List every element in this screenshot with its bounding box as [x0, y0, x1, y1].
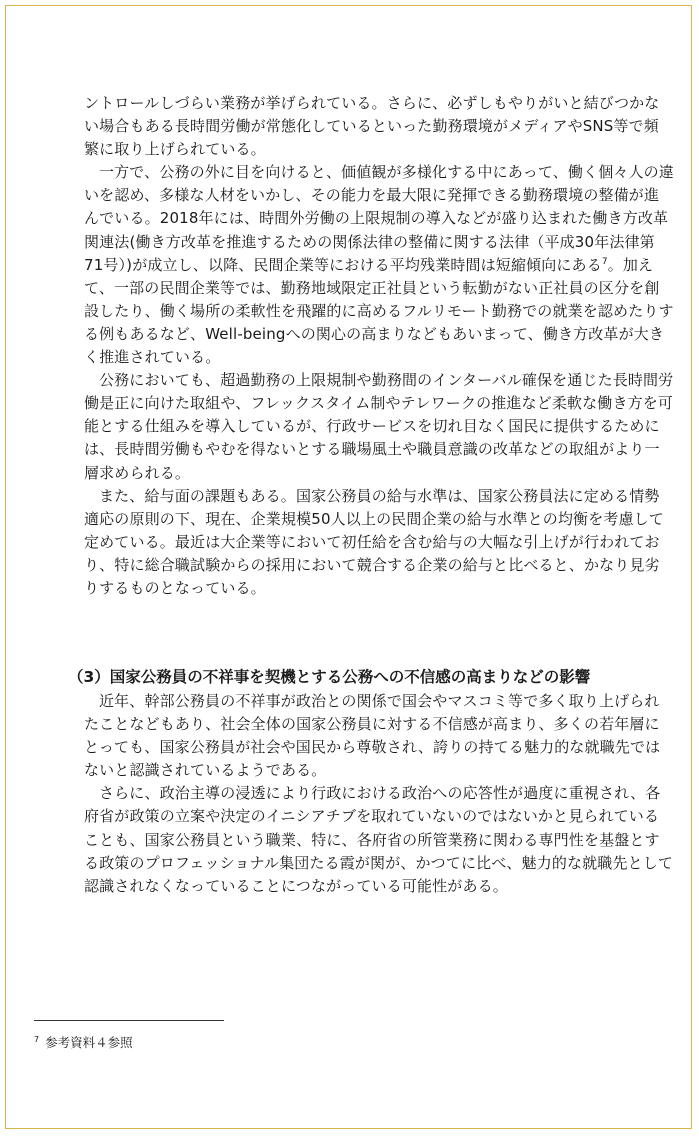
- footnote-text: 参考資料４参照: [45, 1035, 133, 1051]
- paragraph-text-cont: 。加えて、一部の民間企業等では、勤務地域限定正社員という転勤がない正社員の区分を創設したり、働く場所の柔軟性を飛躍的に高めるフルリモート勤務での就業を認めたりする例もあるなど、Well-beingへの関心の高まりなどもあいまって、働き方改革が大きく推進されている。: [84, 255, 674, 367]
- body-text-section-2: [84, 92, 674, 600]
- body-text-section-3: [84, 690, 674, 898]
- paragraph-scandals: 近年、幹部公務員の不祥事が政治との関係で国会やマスコミ等で多く取り上げられたことなどもあり、社会全体の国家公務員に対する不信感が高まり、多くの若年層にとっても、国家公務員が社会や国民から尊敬され、誇りの持てる魅力的な就職先ではないと認識されているようである。: [84, 692, 661, 780]
- paragraph-political-leadership: さらに、政治主導の浸透により行政における政治への応答性が過度に重視され、各府省が政策の立案や決定のイニシアチブを取れていないのではないかと見られていることも、国家公務員という職業、特に、各府省の所管業務に関わる専門性を基盤とする政策のプロフェッショナル集団たる霞が関が、かつてに比べ、魅力的な就職先として認識されなくなっていることにつながっている可能性がある。: [84, 784, 674, 895]
- section-heading-3: （3）国家公務員の不祥事を契機とする公務への不信感の高まりなどの影響: [68, 668, 591, 686]
- footnote-mark: 7: [34, 1035, 40, 1044]
- paragraph-continued: ントロールしづらい業務が挙げられている。さらに、必ずしもやりがいと結びつかない場合もある長時間労働が常態化しているといった勤務環境がメディアやSNS等で頻繁に取り上げられている。: [84, 94, 660, 159]
- paragraph-salary-issues: また、給与面の課題もある。国家公務員の給与水準は、国家公務員法に定める情勢適応の原則の下、現在、企業規模50人以上の民間企業の給与水準との均衡を考慮して定めている。最近は大企業等において初任給を含む給与の大幅な引上げが行われており、特に総合職試験からの採用において競合する企業の給与と比べると、かなり見劣りするものとなっている。: [84, 486, 664, 597]
- paragraph-text: 一方で、公務の外に目を向けると、価値観が多様化する中にあって、働く個々人の違いを認め、多様な人材をいかし、その能力を最大限に発揮できる勤務環境の整備が進んでいる。2018年には、時間外労働の上限規制の導入などが盛り込まれた働き方改革関連法(働き方改革を推進するための関係法律の整備に関する法律（平成30年法律第71号）)が成立し、以降、民間企業等における平均残業時間は短縮傾向にある: [84, 163, 674, 274]
- paragraph-work-style-reform: [84, 161, 674, 369]
- footnote-reference[interactable]: 7: [601, 256, 608, 267]
- footnote-divider: [34, 1020, 224, 1021]
- paragraph-public-service-efforts: 公務においても、超過勤務の上限規制や勤務間のインターバル確保を通じた長時間労働是正に向けた取組や、フレックスタイム制やテレワークの推進など柔軟な働き方を可能とする仕組みを導入しているが、行政サービスを切れ目なく国民に提供するためには、長時間労働もやむを得ないとする職場風土や職員意識の改革などの取組がより一層求められる。: [84, 371, 674, 482]
- footnote: [34, 1031, 133, 1052]
